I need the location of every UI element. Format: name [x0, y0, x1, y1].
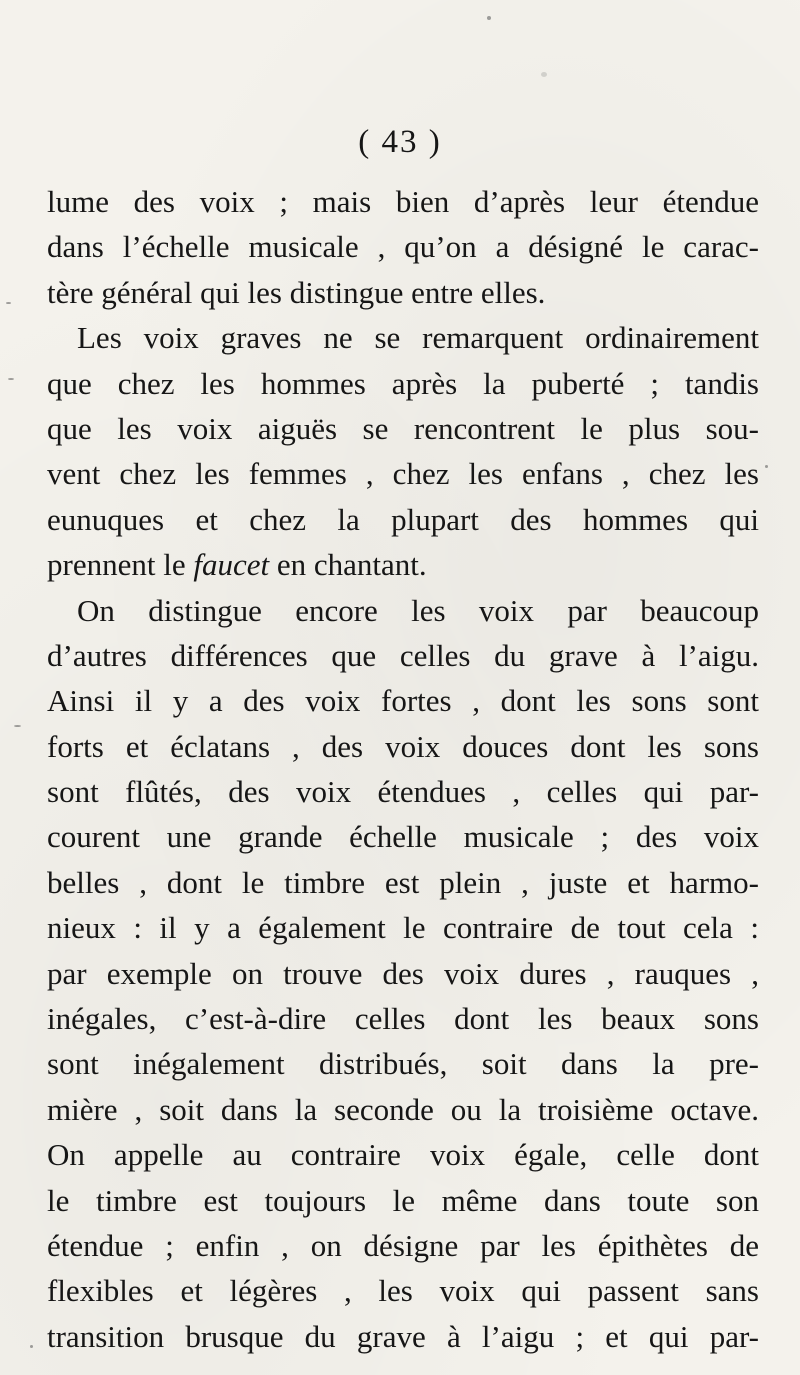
ink-speck: [14, 725, 21, 727]
text-line: On appelle au contraire voix égale, celle dont: [47, 1137, 759, 1173]
text-line: étendue ; enfin , on désigne par les épithètes de: [47, 1227, 759, 1263]
paragraph-start-line: Les voix graves ne se remarquent ordinairement: [77, 320, 759, 356]
ink-speck: [30, 1345, 33, 1348]
italic-word: faucet: [193, 547, 270, 583]
text-line: courent une grande échelle musicale ; des voix: [47, 819, 759, 855]
text-line: que chez les hommes après la puberté ; tandis: [47, 365, 759, 401]
text-line: forts et éclatans , des voix douces dont les sons: [47, 728, 759, 764]
text-line: Ainsi il y a des voix fortes , dont les sons sont: [47, 683, 759, 719]
ink-speck: [487, 16, 491, 20]
text-line: sont flûtés, des voix étendues , celles qui par-: [47, 774, 759, 810]
body-text: [47, 179, 759, 1359]
text-line: nieux : il y a également le contraire de tout cela :: [47, 910, 759, 946]
text-line: tère général qui les distingue entre elles.: [47, 274, 546, 310]
ink-speck: [8, 378, 14, 380]
paragraph-start-line: On distingue encore les voix par beaucoup: [77, 592, 759, 628]
text-line: [47, 542, 759, 587]
text-line: sont inégalement distribués, soit dans la pre-: [47, 1046, 759, 1082]
text-segment: prennent le: [47, 547, 194, 583]
page-number: ( 43 ): [358, 124, 442, 160]
text-line: eunuques et chez la plupart des hommes qui: [47, 501, 759, 537]
ink-speck: [541, 72, 547, 77]
text-line: inégales, c’est-à-dire celles dont les beaux sons: [47, 1001, 759, 1037]
text-line: par exemple on trouve des voix dures , rauques ,: [47, 955, 759, 991]
ink-speck: [765, 465, 768, 468]
text-line: dans l’échelle musicale , qu’on a désigné le carac-: [47, 229, 759, 265]
text-line: que les voix aiguës se rencontrent le plus sou-: [47, 410, 759, 446]
text-line: d’autres différences que celles du grave à l’aigu.: [47, 637, 759, 673]
text-segment: en chantant.: [269, 547, 427, 583]
text-line: belles , dont le timbre est plein , juste et harmo-: [47, 864, 759, 900]
ink-speck: [6, 302, 11, 304]
text-line: le timbre est toujours le même dans toute son: [47, 1182, 759, 1218]
text-line: vent chez les femmes , chez les enfans , chez les: [47, 456, 759, 492]
text-line: flexibles et légères , les voix qui passent sans: [47, 1273, 759, 1309]
text-line: mière , soit dans la seconde ou la troisième octave.: [47, 1091, 759, 1127]
text-line: transition brusque du grave à l’aigu ; et qui par-: [47, 1318, 759, 1354]
text-line: lume des voix ; mais bien d’après leur étendue: [47, 184, 759, 219]
